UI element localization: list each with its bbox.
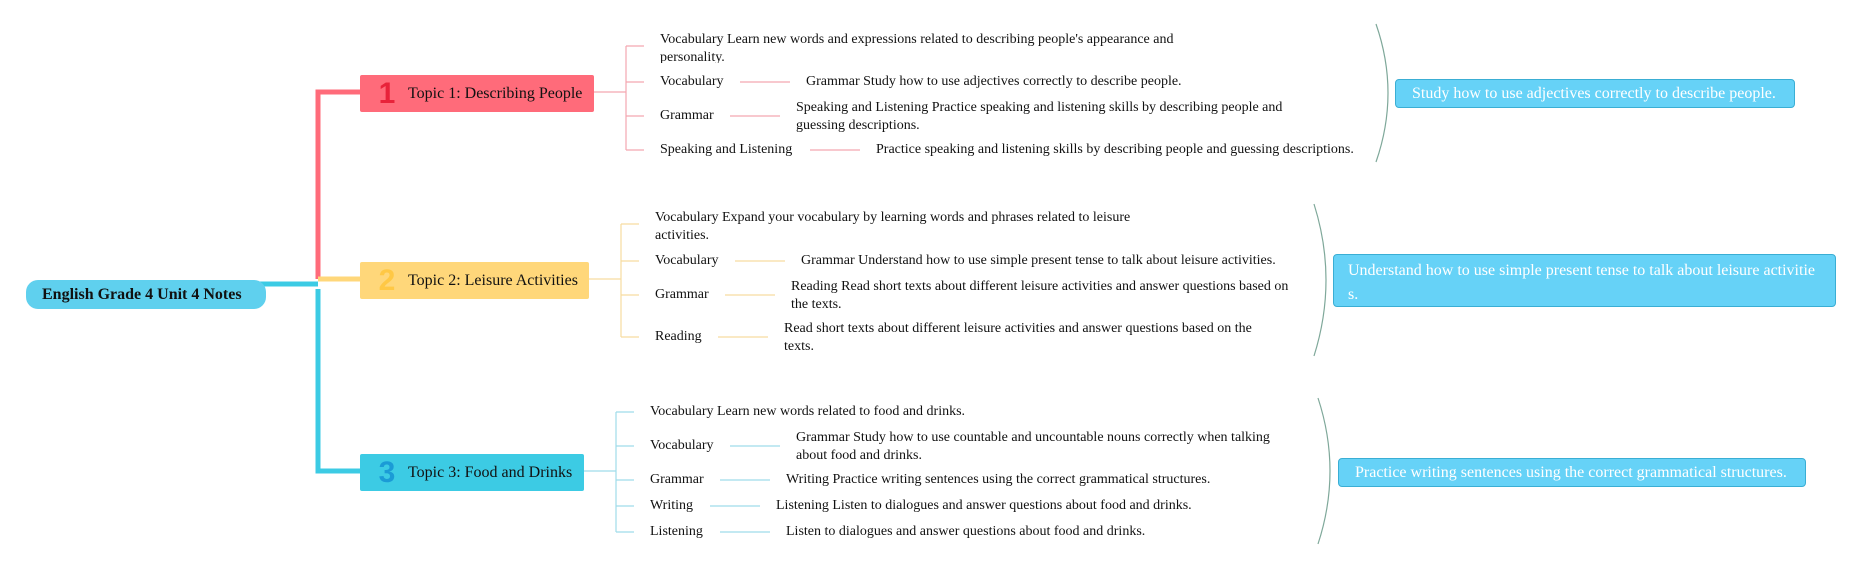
topic-3-label: Topic 3: Food and Drinks xyxy=(408,463,573,481)
root-label: English Grade 4 Unit 4 Notes xyxy=(42,285,242,303)
topic-3-item-5-text[interactable]: Listen to dialogues and answer questions about food and drinks. xyxy=(786,524,1146,539)
number-3-icon: 3 xyxy=(378,456,396,489)
topic-3-item-4-label[interactable]: Writing xyxy=(650,498,693,513)
topic-2-item-2-text[interactable]: Grammar Understand how to use simple present tense to talk about leisure activities. xyxy=(801,253,1276,268)
topic-3-item-3-label[interactable]: Grammar xyxy=(650,472,704,487)
topic-3-item-3-text[interactable]: Writing Practice writing sentences using the correct grammatical structures. xyxy=(786,472,1211,487)
topic-1-item-4-label[interactable]: Speaking and Listening xyxy=(660,142,793,157)
topic-1-label: Topic 1: Describing People xyxy=(408,84,583,102)
topic-2-summary-text: Understand how to use simple present tense to talk about leisure activitie s. xyxy=(1348,262,1815,303)
topic-2-label: Topic 2: Leisure Activities xyxy=(408,271,578,289)
topic-3-summary[interactable] xyxy=(1338,458,1806,487)
topic-2-item-4-text[interactable]: Read short texts about different leisure activities and answer questions based on the texts. xyxy=(784,321,1252,354)
topic1-summary-bracket xyxy=(1376,24,1388,162)
number-2-icon: 2 xyxy=(378,264,396,297)
number-1-icon: 1 xyxy=(378,77,396,110)
topic-2-item-1[interactable]: Vocabulary Expand your vocabulary by learning words and phrases related to leisure activities. xyxy=(655,210,1131,243)
topic-2-item-2-label[interactable]: Vocabulary xyxy=(655,253,719,268)
topic-2-item-3-label[interactable]: Grammar xyxy=(655,287,709,302)
topic-3-node[interactable] xyxy=(360,454,584,491)
topic-3-summary-text: Practice writing sentences using the correct grammatical structures. xyxy=(1355,463,1787,481)
topic-1-item-3-text[interactable]: Speaking and Listening Practice speaking and listening skills by describing people and guessing descriptions. xyxy=(796,100,1283,133)
topic-1-summary-text: Study how to use adjectives correctly to describe people. xyxy=(1412,84,1776,102)
trunk-connectors xyxy=(256,92,360,471)
topic-3-item-5-label[interactable]: Listening xyxy=(650,524,703,539)
topic-2-item-3-text[interactable]: Reading Read short texts about different leisure activities and answer questions based on the texts. xyxy=(791,279,1289,312)
topic2-summary-bracket xyxy=(1314,204,1326,356)
topic3-summary-bracket xyxy=(1318,398,1330,544)
root-node[interactable] xyxy=(26,280,266,309)
topic-3-item-2-label[interactable]: Vocabulary xyxy=(650,438,714,453)
topic-2-summary[interactable] xyxy=(1333,254,1836,307)
topic-1-item-4-text[interactable]: Practice speaking and listening skills by describing people and guessing descriptions. xyxy=(876,142,1354,157)
topic-1-item-1[interactable]: Vocabulary Learn new words and expressions related to describing people's appearance and personality. xyxy=(660,32,1174,63)
topic-3-item-1[interactable]: Vocabulary Learn new words related to food and drinks. xyxy=(650,404,966,419)
topic-1-node[interactable] xyxy=(360,75,594,112)
topic-1-summary[interactable] xyxy=(1395,79,1795,108)
topic-3-item-2-text[interactable]: Grammar Study how to use countable and uncountable nouns correctly when talking about food and drinks. xyxy=(796,430,1270,463)
topic-2-node[interactable] xyxy=(360,262,589,299)
topic-1-item-2-label[interactable]: Vocabulary xyxy=(660,74,724,89)
topic-1-item-3-label[interactable]: Grammar xyxy=(660,108,714,123)
topic-1-item-2-text[interactable]: Grammar Study how to use adjectives correctly to describe people. xyxy=(806,74,1182,89)
topic-3-item-4-text[interactable]: Listening Listen to dialogues and answer questions about food and drinks. xyxy=(776,498,1192,513)
topic-2-item-4-label[interactable]: Reading xyxy=(655,329,702,344)
